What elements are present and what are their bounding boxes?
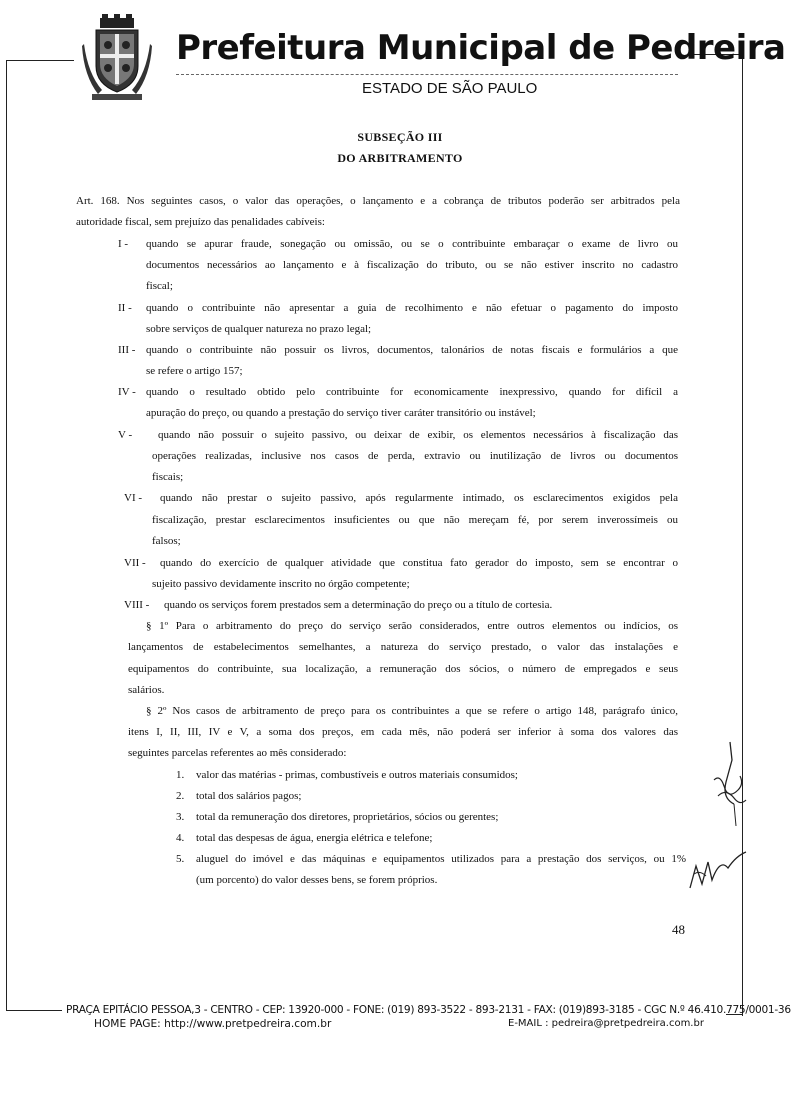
parcel-line: valor das matérias - primas, combustíveis e outros materiais consumidos; — [196, 769, 518, 781]
item-line: operações realizadas, inclusive nos casos de perda, extravio ou inutilização de livros ou documentos — [152, 450, 678, 462]
item-numeral: II - — [118, 302, 132, 314]
item-line: se refere o artigo 157; — [146, 365, 243, 377]
footer-homepage: HOME PAGE: http://www.pretpedreira.com.br — [94, 1018, 332, 1030]
header-divider — [176, 74, 678, 75]
page-number: 48 — [672, 922, 685, 937]
frame-line-left — [6, 60, 7, 1010]
item-line: sujeito passivo devidamente inscrito no órgão competente; — [152, 578, 410, 590]
paragraph-line: lançamentos de estabelecimentos semelhantes, a natureza do serviço prestado, o valor das instalações e — [128, 641, 678, 653]
coat-of-arms-icon — [82, 14, 152, 104]
paragraph-line: equipamentos do contribuinte, sua localização, a remuneração dos sócios, o número de empregados e seus — [128, 663, 678, 675]
paragraph-line: § 2º Nos casos de arbitramento de preço para os contribuintes a que se refere o artigo 148, parágrafo único, — [146, 705, 678, 717]
handwritten-signature-icon — [686, 844, 750, 894]
item-numeral: IV - — [118, 386, 136, 398]
article-line: Art. 168. Nos seguintes casos, o valor das operações, o lançamento e a cobrança de tributos poderão ser arbitrados pela — [76, 195, 680, 207]
item-line: apuração do preço, ou quando a prestação do serviço tiver caráter transitório ou instável; — [146, 407, 536, 419]
paragraph-line: salários. — [128, 684, 165, 696]
subsection-heading: DO ARBITRAMENTO — [337, 151, 463, 165]
item-numeral: III - — [118, 344, 136, 356]
parcel-numeral: 1. — [176, 769, 185, 781]
subsection-title: SUBSEÇÃO III — [357, 130, 443, 144]
item-line: quando o resultado obtido pelo contribuinte for economicamente inexpressivo, quando for difícil a — [146, 386, 678, 398]
item-line: quando o contribuinte não possuir os livros, documentos, talonários de notas fiscais e formulários a que — [146, 344, 678, 356]
item-line: quando se apurar fraude, sonegação ou omissão, ou se o contribuinte embaraçar o exame de livro ou — [146, 238, 678, 250]
item-line: fiscal; — [146, 280, 173, 292]
footer-email: E-MAIL : pedreira@pretpedreira.com.br — [508, 1018, 704, 1029]
parcel-numeral: 5. — [176, 853, 185, 865]
item-numeral: VIII - — [124, 599, 150, 611]
frame-line-bottom-left — [6, 1010, 62, 1011]
item-line: falsos; — [152, 535, 181, 547]
item-line: fiscais; — [152, 471, 184, 483]
state-name: ESTADO DE SÃO PAULO — [362, 80, 538, 97]
parcel-line: (um porcento) do valor desses bens, se forem próprios. — [196, 874, 438, 886]
frame-line-top-left — [6, 60, 74, 61]
item-line: quando o contribuinte não apresentar a guia de recolhimento e não efetuar o pagamento do imposto — [146, 302, 678, 314]
item-numeral: I - — [118, 238, 129, 250]
item-line: quando do exercício de qualquer atividade que constitua fato gerador do imposto, sem se encontrar o — [160, 557, 678, 569]
item-line: sobre serviços de qualquer natureza no prazo legal; — [146, 323, 372, 335]
parcel-line: aluguel do imóvel e das máquinas e equipamentos utilizados para a prestação dos serviços, ou 1% — [196, 853, 686, 865]
parcel-line: total da remuneração dos diretores, proprietários, sócios ou gerentes; — [196, 811, 499, 823]
parcel-numeral: 3. — [176, 811, 185, 823]
paragraph-line: itens I, II, III, IV e V, a soma dos preços, em cada mês, não poderá ser inferior à soma dos valores das — [128, 726, 678, 738]
item-line: quando os serviços forem prestados sem a determinação do preço ou a título de cortesia. — [164, 599, 553, 611]
item-line: fiscalização, prestar esclarecimentos insuficientes ou que não mereçam fé, por serem inverossímeis ou — [152, 514, 678, 526]
item-line: quando não prestar o sujeito passivo, após regularmente intimado, os esclarecimentos exigidos pela — [160, 492, 678, 504]
item-numeral: V - — [118, 429, 133, 441]
item-numeral: VII - — [124, 557, 146, 569]
parcel-numeral: 2. — [176, 790, 185, 802]
handwritten-initials-icon — [704, 740, 754, 830]
parcel-line: total das despesas de água, energia elétrica e telefone; — [196, 832, 433, 844]
item-numeral: VI - — [124, 492, 143, 504]
paragraph-line: seguintes parcelas referentes ao mês considerado: — [128, 747, 347, 759]
municipality-title: Prefeitura Municipal de Pedreira — [176, 28, 786, 68]
parcel-line: total dos salários pagos; — [196, 790, 302, 802]
paragraph-line: § 1º Para o arbitramento do preço do serviço serão considerados, entre outros elementos ou indícios, os — [146, 620, 678, 632]
item-line: quando não possuir o sujeito passivo, ou deixar de exibir, os elementos necessários à fiscalização das — [158, 429, 678, 441]
parcel-numeral: 4. — [176, 832, 185, 844]
article-line: autoridade fiscal, sem prejuízo das penalidades cabíveis: — [76, 216, 325, 228]
item-line: documentos necessários ao lançamento e à fiscalização do tributo, ou se não estiver inscrito no cadastro — [146, 259, 678, 271]
footer-address: PRAÇA EPITÁCIO PESSOA,3 - CENTRO - CEP: 13920-000 - FONE: (019) 893-3522 - 893-2131 - FAX: (019)893-3185 - CGC N.º 46.410.775/0001-36 — [66, 1004, 791, 1016]
